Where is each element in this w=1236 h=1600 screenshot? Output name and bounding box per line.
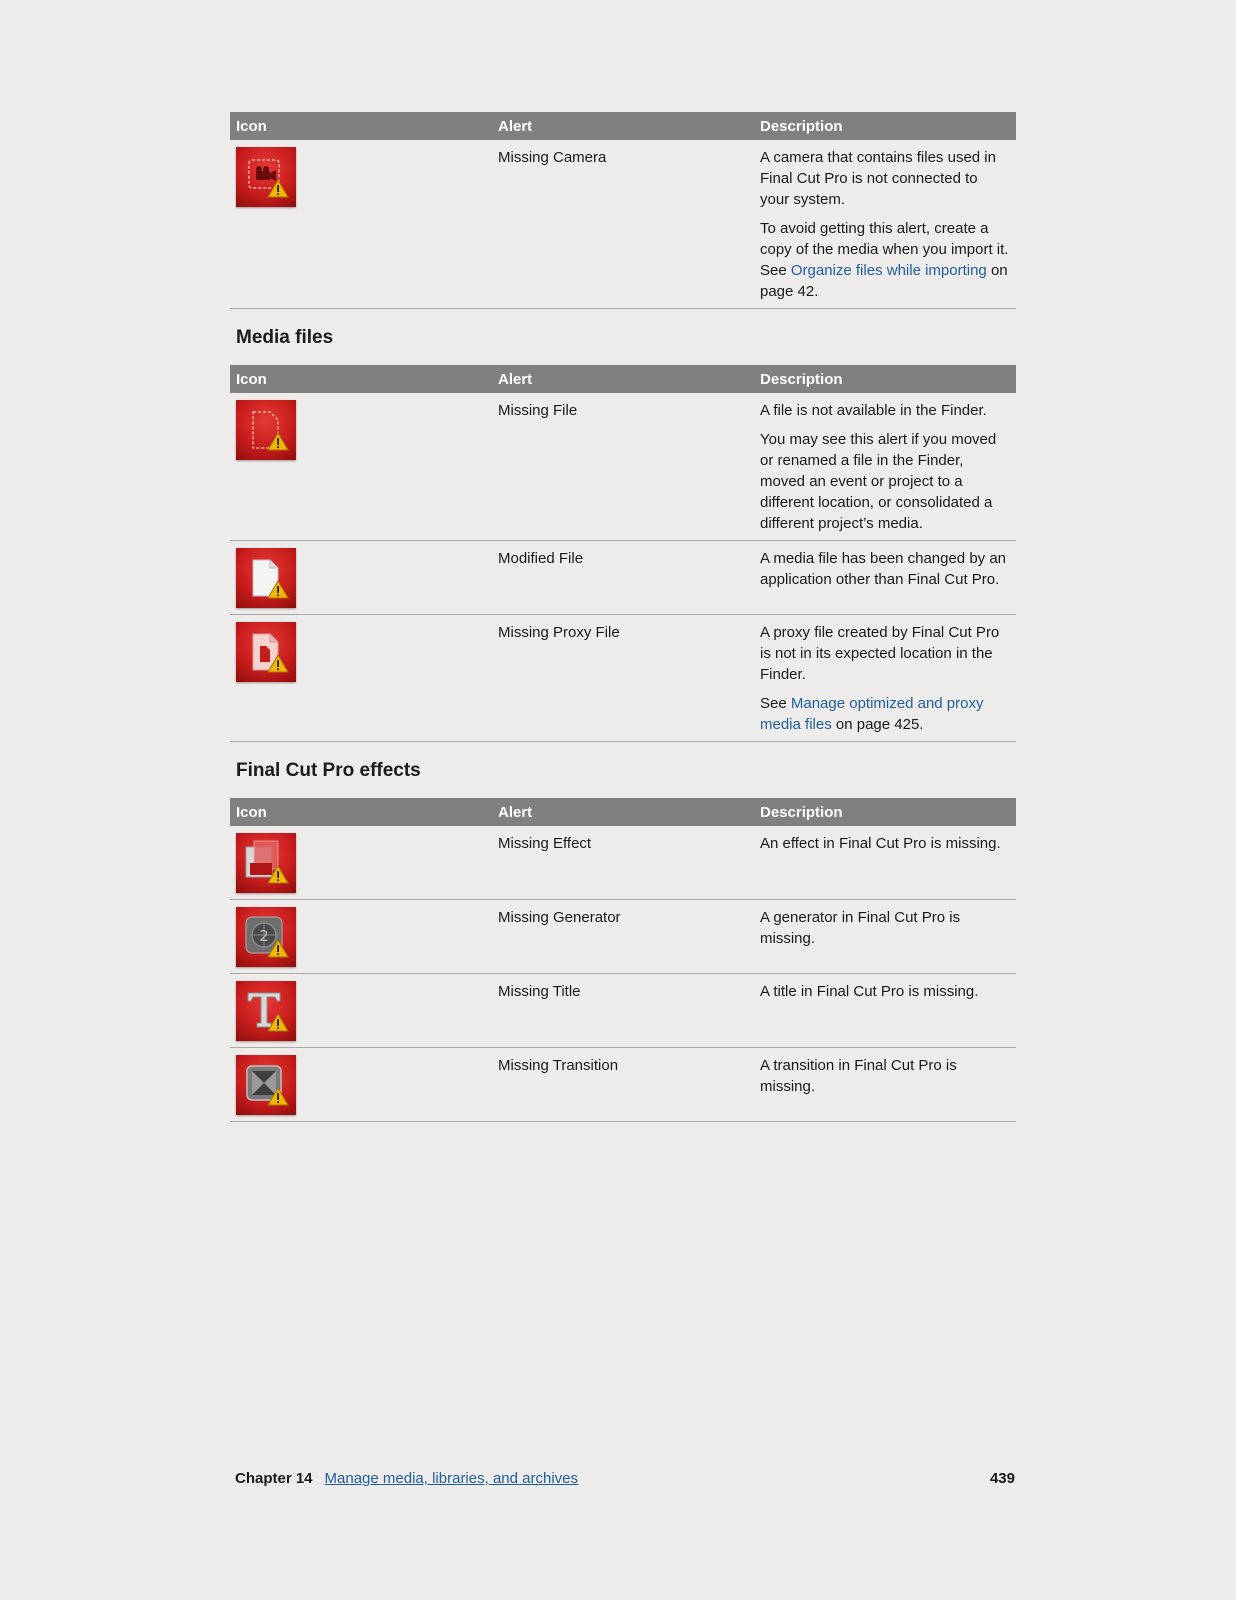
table-row xyxy=(230,1048,1016,1122)
chapter-label: Chapter 14 xyxy=(235,1470,313,1487)
column-header-description: Description xyxy=(754,798,1016,826)
camera-alerts-table xyxy=(230,112,1016,309)
description-text: A file is not available in the Finder. xyxy=(760,402,987,419)
table-row xyxy=(230,615,1016,742)
section-title-effects: Final Cut Pro effects xyxy=(236,760,421,781)
missing-transition-icon xyxy=(236,1055,296,1115)
table-row xyxy=(230,140,1016,309)
table-header-row xyxy=(230,112,1016,140)
icon-cell xyxy=(230,615,492,742)
icon-cell xyxy=(230,541,492,615)
table-row xyxy=(230,541,1016,615)
icon-cell xyxy=(230,826,492,900)
column-header-icon: Icon xyxy=(230,112,492,140)
description-text: A transition in Final Cut Pro is missing. xyxy=(760,1057,957,1095)
description-cell xyxy=(754,615,1016,742)
alert-name: Missing File xyxy=(492,393,754,541)
description-text: A camera that contains files used in Final Cut Pro is not connected to your system. xyxy=(760,149,996,208)
missing-title-icon xyxy=(236,981,296,1041)
svg-text:2: 2 xyxy=(259,927,269,945)
table-row xyxy=(230,900,1016,974)
alert-name: Modified File xyxy=(492,541,754,615)
description-text: A generator in Final Cut Pro is missing. xyxy=(760,909,961,947)
description-cell xyxy=(754,1048,1016,1122)
alert-name: Missing Effect xyxy=(492,826,754,900)
description-text: You may see this alert if you moved or renamed a file in the Finder, moved an event or project to a different location, or consolidated a different project’s media. xyxy=(760,431,997,532)
column-header-alert: Alert xyxy=(492,112,754,140)
table-row xyxy=(230,393,1016,541)
column-header-icon: Icon xyxy=(230,365,492,393)
manage-proxy-media-link[interactable]: Manage optimized and proxy media files xyxy=(760,695,984,733)
modified-file-icon xyxy=(236,548,296,608)
description-cell xyxy=(754,541,1016,615)
icon-cell xyxy=(230,140,492,309)
effects-table xyxy=(230,798,1016,1122)
description-cell xyxy=(754,393,1016,541)
media-files-table xyxy=(230,365,1016,742)
organize-files-link[interactable]: Organize files while importing xyxy=(790,262,987,279)
description-text: An effect in Final Cut Pro is missing. xyxy=(760,835,1001,852)
column-header-description: Description xyxy=(754,112,1016,140)
table-row xyxy=(230,974,1016,1048)
description-text: A proxy file created by Final Cut Pro is not in its expected location in the Finder. xyxy=(760,624,1000,683)
alert-name: Missing Generator xyxy=(492,900,754,974)
icon-cell xyxy=(230,1048,492,1122)
column-header-description: Description xyxy=(754,365,1016,393)
column-header-alert: Alert xyxy=(492,365,754,393)
description-text: A title in Final Cut Pro is missing. xyxy=(760,983,979,1000)
icon-cell xyxy=(230,900,492,974)
missing-effect-icon xyxy=(236,833,296,893)
missing-generator-icon xyxy=(236,907,296,967)
chapter-title-link[interactable]: Manage media, libraries, and archives xyxy=(324,1470,578,1487)
description-cell xyxy=(754,826,1016,900)
alert-name: Missing Camera xyxy=(492,140,754,309)
alert-name: Missing Transition xyxy=(492,1048,754,1122)
section-title-media-files: Media files xyxy=(236,327,334,348)
description-text: To avoid getting this alert, create a copy of the media when you import it. See Organize files while importing on page 42. xyxy=(760,220,1009,300)
page-number: 439 xyxy=(989,1470,1015,1487)
description-text: See Manage optimized and proxy media files on page 425. xyxy=(760,695,984,733)
description-cell xyxy=(754,140,1016,309)
description-cell xyxy=(754,974,1016,1048)
column-header-icon: Icon xyxy=(230,798,492,826)
alert-name: Missing Proxy File xyxy=(492,615,754,742)
table-row xyxy=(230,826,1016,900)
missing-proxy-file-icon xyxy=(236,622,296,682)
table-header-row xyxy=(230,365,1016,393)
column-header-alert: Alert xyxy=(492,798,754,826)
missing-camera-icon xyxy=(236,147,296,207)
description-text: A media file has been changed by an application other than Final Cut Pro. xyxy=(760,550,1007,588)
table-header-row xyxy=(230,798,1016,826)
document-page xyxy=(230,112,1016,1122)
description-cell xyxy=(754,900,1016,974)
icon-cell xyxy=(230,393,492,541)
icon-cell xyxy=(230,974,492,1048)
alert-name: Missing Title xyxy=(492,974,754,1048)
page-footer xyxy=(235,1470,1015,1487)
missing-file-icon xyxy=(236,400,296,460)
